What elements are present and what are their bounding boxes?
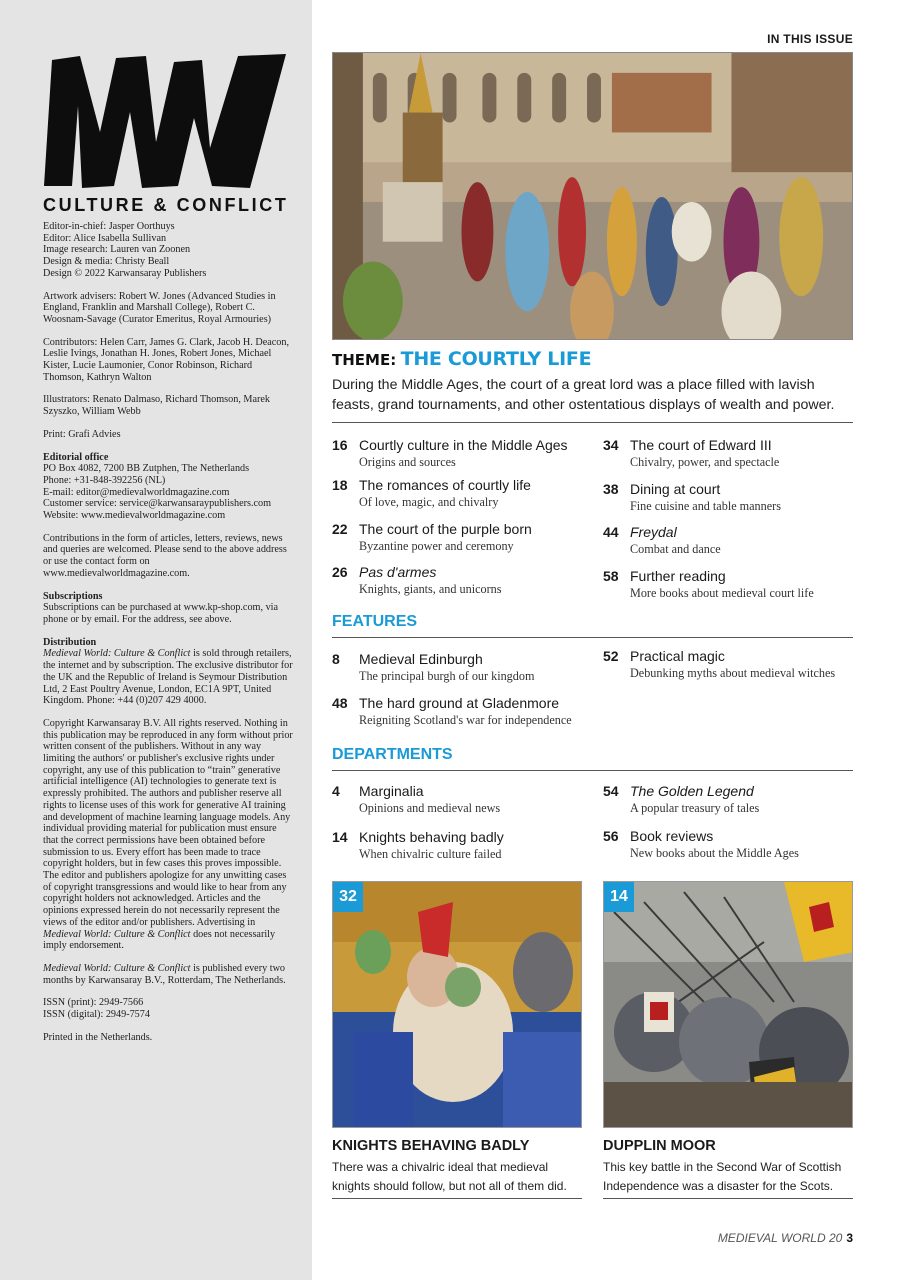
promo-title: DUPPLIN MOOR [603,1138,716,1154]
divider [332,637,853,638]
page-number: 3 [846,1231,853,1245]
staff-credits: Editor-in-chief: Jasper Oorthuys Editor: Alice Isabella Sullivan Image research: Lauren van Zoonen Design & media: Christy Beall Design © 2022 Karwansaray Publishers [43,221,207,279]
copyright-notice: Copyright Karwansaray B.V. All rights reserved. Nothing in this publication may be reproduced in any form without prior written consent of the publishers. Without in any way limiting the authors' or publisher's exclusive rights under copyright, any use of this publication to “train” generative artificial intelligence (AI) technologies to generate text is expressly prohibited. The authors and publisher reserve all rights to license uses of this work for generative AI training and development of machine learning language models. Any individual providing material for publication must ensure that the correct permissions have been obtained before submission to us. Every effort has been made to trace copyright holders, but in few cases this proves impossible. The editor and publishers apologize for any unwitting cases of copyright transgressions and would like to hear from any copyright holders not acknowledged. Articles and the opinions expressed herein do not necessarily represent the views of the editor and/or publishers. Advertising in Medieval World: Culture & Conflict does not necessarily imply endorsement. [43,717,293,952]
knights-illumination-image[interactable] [332,881,582,1128]
artwork-advisers: Artwork advisers: Robert W. Jones (Advanced Studies in England, Franklin and Marshall College), Robert C. Woosnam-Savage (Curator Emeritus, Royal Armouries) [43,290,276,325]
contributions-note: Contributions in the form of articles, letters, reviews, news and queries are welcomed. Please send to the above address or use the contact form on www.medievalworldmagazine.com. [43,532,287,579]
in-this-issue-label: IN THIS ISSUE [767,32,853,46]
theme-description: During the Middle Ages, the court of a great lord was a place filled with lavish feasts, grand tournaments, and other ostentatious displays of wealth and power. [332,377,835,413]
issn: ISSN (print): 2949-7566 ISSN (digital): 2949-7574 [43,997,150,1021]
divider [332,770,853,771]
theme-title: THE COURTLY LIFE [400,348,592,370]
subscriptions: Subscriptions Subscriptions can be purchased at www.kp-shop.com, via phone or by email. For the address, see above. [43,590,279,625]
masthead-subtitle: CULTURE & CONFLICT [43,195,289,215]
divider [332,422,853,423]
divider [603,1198,853,1199]
battle-image[interactable] [603,881,853,1128]
email-link[interactable]: E-mail: editor@medievalworldmagazine.com [43,486,230,498]
page-footer [640,1231,853,1245]
magazine-issue: MEDIEVAL WORLD 20 [717,1231,843,1245]
promo-text: This key battle in the Second War of Scottish Independence was a disaster for the Scots. [603,1160,842,1193]
mw-logo [42,52,290,190]
theme-heading [332,348,591,370]
page-badge: 32 [333,882,363,912]
contributors: Contributors: Helen Carr, James G. Clark, Jacob H. Deacon, Leslie Ivings, Jonathan H. Jones, Robert Jones, Michael Kister, Lucie Laumonier, Conor Robinson, Richard Thomson, Kathryn Walton [43,336,290,383]
features-heading: FEATURES [332,613,418,630]
colophon [43,221,293,1054]
promo-title: KNIGHTS BEHAVING BADLY [332,1138,530,1154]
website-link[interactable]: Website: www.medievalworldmagazine.com [43,510,226,522]
editorial-office: Editorial office PO Box 4082, 7200 BB Zutphen, The Netherlands Phone: +31-848-392256 (NL) E-mail: editor@medievalworldmagazine.com Customer service: service@karwansaraypublishers.com Website: www.medievalworldmagazine.com [43,452,293,522]
promo-text: There was a chivalric ideal that medieval knights should follow, but not all of them did. [332,1160,567,1193]
distribution: Distribution Medieval World: Culture & Conflict is sold through retailers, the internet and by subscription. The exclusive distributor for the UK and the Republic of Ireland is Seymour Distribution Ltd, 2 East Poultry Avenue, London, EC1A 9PT, United Kingdom. Phone: +44 (0)207 429 4000. [43,636,293,707]
manuscript-illustration [333,882,582,1128]
page-badge: 14 [604,882,634,912]
theme-label: THEME: [332,351,397,369]
courtly-scene-image [332,52,853,340]
departments-heading: DEPARTMENTS [332,746,453,763]
illustrators: Illustrators: Renato Dalmaso, Richard Thomson, Marek Szyszko, William Webb [43,394,271,418]
printed-in: Printed in the Netherlands. [43,1031,153,1043]
publication-note: Medieval World: Culture & Conflict is published every two months by Karwansaray B.V., Rotterdam, The Netherlands. [43,962,286,986]
battle-illustration [604,882,853,1128]
print-credit: Print: Grafi Advies [43,428,121,440]
service-email-link[interactable]: Customer service: service@karwansaraypublishers.com [43,498,272,510]
divider [332,1198,582,1199]
